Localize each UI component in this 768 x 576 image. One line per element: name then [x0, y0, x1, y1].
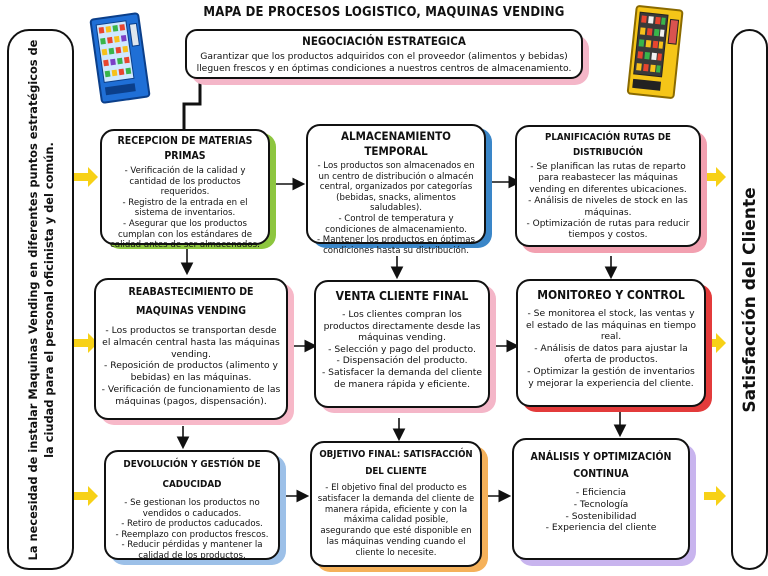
monitoreo-line-3: - Optimizar la gestión de inventarios y mejorar la experiencia del cliente.: [527, 365, 695, 389]
almacenamiento-line-1: - Los productos son almacenados en un centro de distribución o almacén central, organizados por categorías (bebidas, snacks, alimentos saludables).: [317, 161, 475, 214]
recepcion-line-3: - Asegurar que los productos cumplan con los estándares de calidad antes de ser almacenados.: [110, 218, 260, 251]
vending-machine-yellow-image: [624, 4, 686, 106]
right-result-panel: [731, 29, 768, 570]
negociacion-body: Garantizar que los productos adquiridos con el proveedor (alimentos y bebidas) lleguen frescos y en óptimas condiciones a nuestros centros de almacenamiento.: [196, 51, 572, 74]
almacenamiento-line-3: - Mantener los productos en óptimas condiciones hasta su distribución.: [316, 235, 476, 256]
context-text: [25, 39, 57, 560]
monitoreo-line-2: - Análisis de datos para ajustar la oferta de productos.: [534, 342, 688, 366]
objetivo-title: OBJETIVO FINAL: SATISFACCIÓN DEL CLIENTE: [319, 449, 473, 477]
almacenamiento-line-2: - Control de temperatura y condiciones de almacenamiento.: [325, 213, 467, 235]
vending-machine-blue-image: [88, 12, 152, 108]
context-line-2: la ciudad para el personal oficinista y del común.: [41, 141, 56, 458]
monitoreo-title: MONITOREO Y CONTROL: [537, 288, 685, 302]
recepcion-line-2: - Registro de la entrada en el sistema de inventarios.: [122, 197, 248, 219]
reabastecimiento-line-1: - Los productos se transportan desde el almacén central hasta las máquinas vending.: [102, 325, 280, 360]
planificacion-box: [515, 125, 701, 247]
analisis-line-4: - Experiencia del cliente: [545, 522, 657, 534]
venta-line-3: - Dispensación del producto.: [336, 355, 468, 367]
negociacion-title: NEGOCIACIÓN ESTRATEGICA: [302, 34, 466, 48]
negociacion-box: [185, 29, 583, 79]
monitoreo-box: [516, 279, 706, 407]
devolucion-title: DEVOLUCIÓN Y GESTIÓN DE CADUCIDAD: [123, 459, 261, 490]
almacenamiento-box: [306, 124, 486, 256]
reabastecimiento-box: [94, 278, 288, 420]
analisis-title: ANÁLISIS Y OPTIMIZACIÓN CONTINUA: [530, 451, 672, 480]
reabastecimiento-line-3: - Verificación de funcionamiento de las máquinas (pagos, dispensación).: [101, 383, 281, 407]
venta-box: [314, 280, 490, 408]
recepcion-line-1: - Verificación de la calidad y cantidad de los productos requeridos.: [124, 166, 246, 198]
reabastecimiento-title: REABASTECIMIENTO DE MAQUINAS VENDING: [128, 286, 254, 317]
context-line-1: La necesidad de instalar Maquinas Vending en diferentes puntos estratégicos de: [25, 39, 40, 560]
recepcion-box: [100, 129, 270, 251]
result-text: Satisfacción del Cliente: [739, 186, 760, 413]
objetivo-box: [310, 441, 482, 567]
monitoreo-line-1: - Se monitorea el stock, las ventas y el estado de las máquinas en tiempo real.: [525, 308, 697, 343]
devolucion-line-1: - Se gestionan los productos no vendidos o caducados.: [124, 498, 260, 519]
devolucion-line-4: - Reducir pérdidas y mantener la calidad de los productos.: [121, 540, 263, 561]
planificacion-line-2: - Análisis de niveles de stock en las máquinas.: [528, 196, 688, 218]
venta-line-1: - Los clientes compran los productos directamente desde las máquinas vending.: [323, 309, 481, 344]
page-title: MAPA DE PROCESOS LOGISTICO, MAQUINAS VENDING: [203, 5, 565, 20]
devolucion-box: [104, 450, 280, 560]
analisis-box: [512, 438, 690, 560]
planificacion-title: PLANIFICACIÓN RUTAS DE DISTRIBUCIÓN: [545, 132, 671, 158]
objetivo-line-1: - El objetivo final del producto es satisfacer la demanda del cliente de manera rápida, eficiente y con la máxima calidad posible, asegurando que esté disponible en las máquinas vending cuando el cliente lo necesite.: [317, 483, 475, 558]
venta-line-2: - Selección y pago del producto.: [328, 343, 476, 355]
devolucion-line-3: - Reemplazo con productos frescos.: [115, 529, 269, 540]
planificacion-line-1: - Se planifican las rutas de reparto para reabastecer las máquinas vending en diferentes ubicaciones.: [529, 162, 687, 195]
left-context-panel: [7, 29, 74, 570]
analisis-line-3: - Sostenibilidad: [565, 510, 637, 522]
analisis-line-2: - Tecnología: [573, 498, 629, 510]
devolucion-line-2: - Retiro de productos caducados.: [121, 519, 263, 530]
venta-line-4: - Satisfacer la demanda del cliente de manera rápida y eficiente.: [321, 366, 483, 390]
reabastecimiento-line-2: - Reposición de productos (alimento y bebidas) en las máquinas.: [103, 360, 278, 384]
recepcion-title: RECEPCION DE MATERIAS PRIMAS: [117, 135, 253, 162]
venta-title: VENTA CLIENTE FINAL: [335, 289, 469, 303]
planificacion-line-3: - Optimización de rutas para reducir tiempos y costos.: [526, 219, 690, 241]
analisis-line-1: - Eficiencia: [575, 487, 627, 498]
almacenamiento-title: ALMACENAMIENTO TEMPORAL: [341, 129, 451, 158]
